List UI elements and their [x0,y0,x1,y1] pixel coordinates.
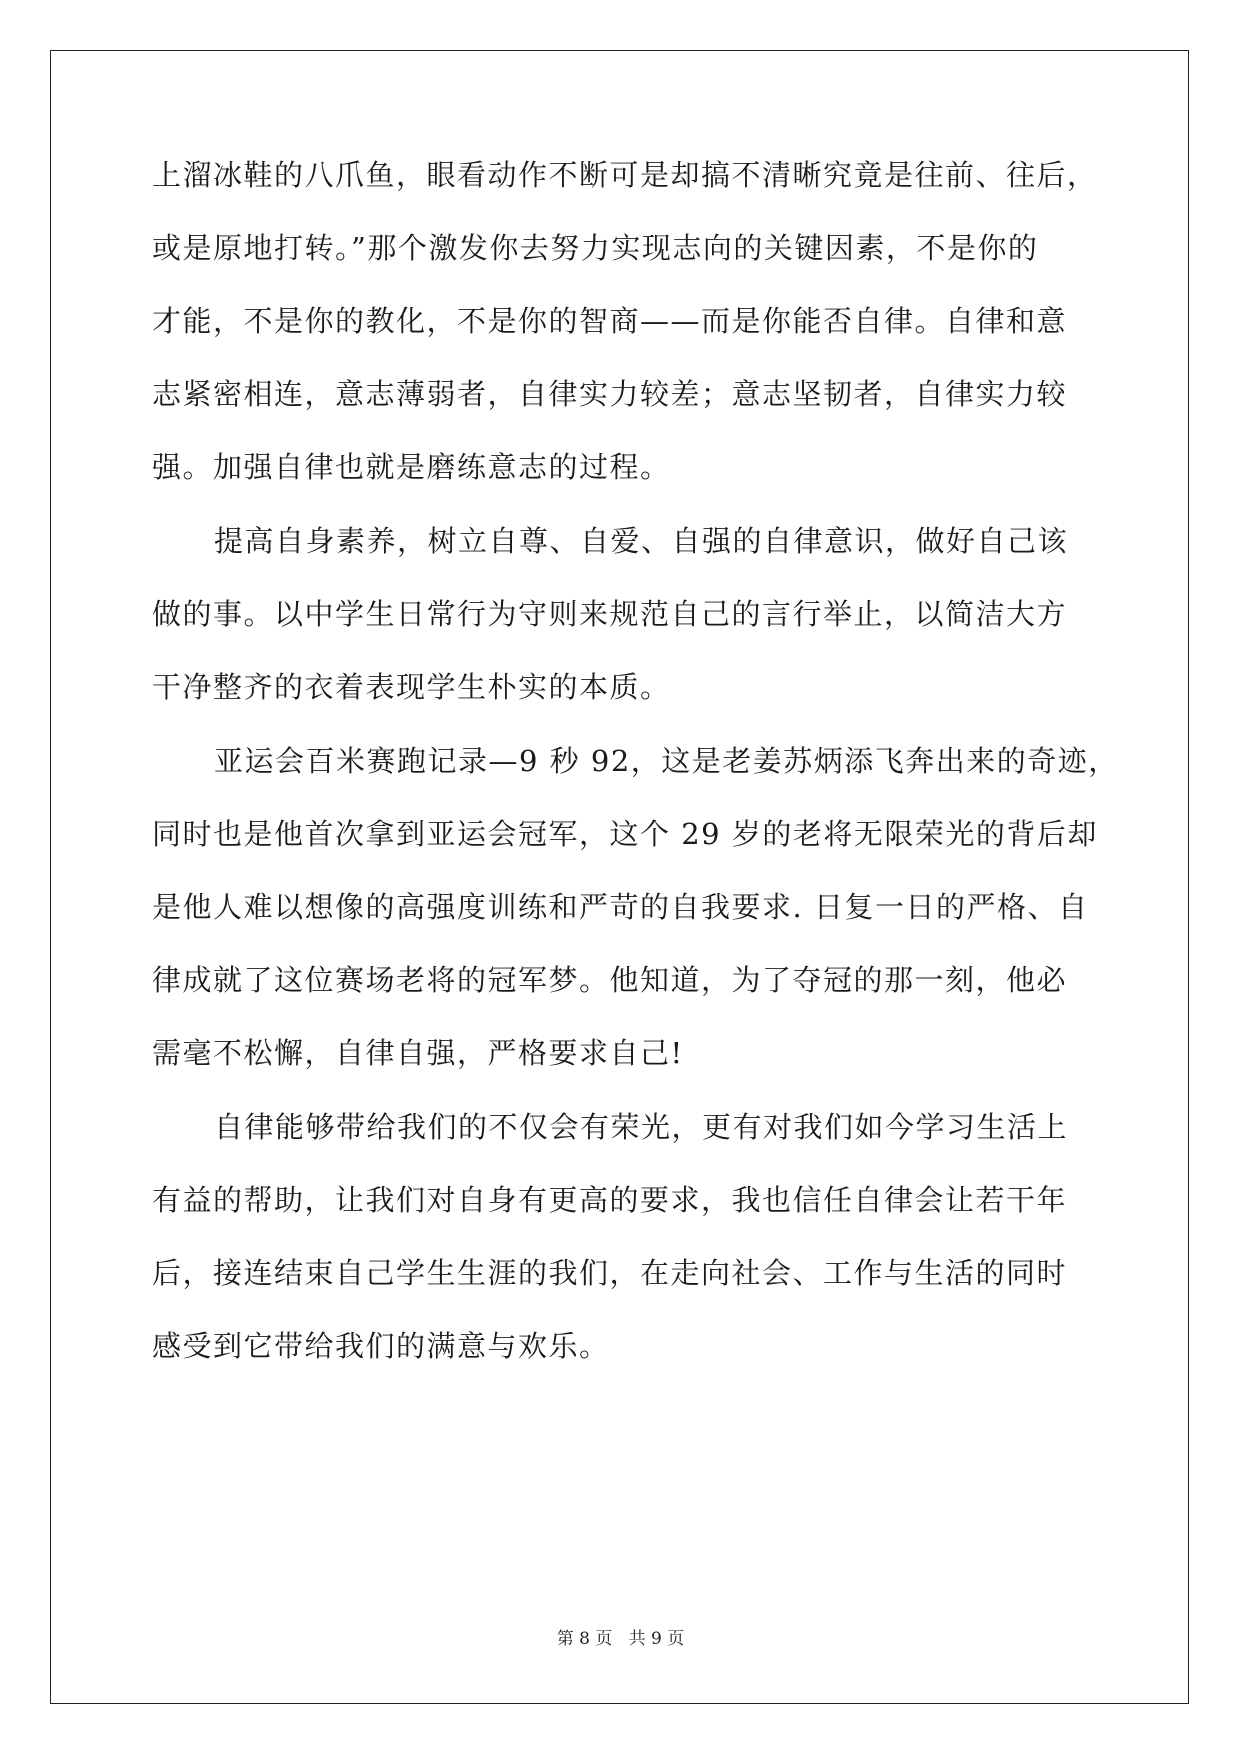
text-line: 干净整齐的衣着表现学生朴实的本质。 [152,670,671,704]
text-line: 做的事。以中学生日常行为守则来规范自己的言行举止，以简洁大方 [152,597,1068,631]
text-line: 才能，不是你的教化，不是你的智商——而是你能否自律。自律和意 [152,304,1068,338]
text-line: 或是原地打转。”那个激发你去努力实现志向的关键因素，不是你的 [152,231,1039,265]
text-line: 同时也是他首次拿到亚运会冠军，这个 29 岁的老将无限荣光的背后却 [152,817,1098,851]
text-line: 律成就了这位赛场老将的冠军梦。他知道，为了夺冠的那一刻，他必 [152,963,1068,997]
text-line: 志紧密相连，意志薄弱者，自律实力较差；意志坚韧者，自律实力较 [152,377,1068,411]
paragraph-first-line: 提高自身素养，树立自尊、自爱、自强的自律意识，做好自己该 [214,524,1069,558]
text-line: 是他人难以想像的高强度训练和严苛的自我要求. 日复一日的严格、自 [152,890,1089,924]
page-number-footer: 第 8 页 共 9 页 [556,1629,685,1649]
text-line: 感受到它带给我们的满意与欢乐。 [152,1329,610,1363]
text-line: 需毫不松懈，自律自强，严格要求自己! [152,1036,684,1070]
text-line: 强。加强自律也就是磨练意志的过程。 [152,450,671,484]
text-line: 后，接连结束自己学生生涯的我们，在走向社会、工作与生活的同时 [152,1256,1068,1290]
text-line: 上溜冰鞋的八爪鱼，眼看动作不断可是却搞不清晰究竟是往前、往后， [152,158,1098,192]
paragraph-first-line: 自律能够带给我们的不仅会有荣光，更有对我们如今学习生活上 [214,1110,1069,1144]
page-border [50,50,1189,1704]
paragraph-first-line: 亚运会百米赛跑记录—9 秒 92，这是老姜苏炳添飞奔出来的奇迹， [214,744,1119,778]
text-line: 有益的帮助，让我们对自身有更高的要求，我也信任自律会让若干年 [152,1183,1068,1217]
